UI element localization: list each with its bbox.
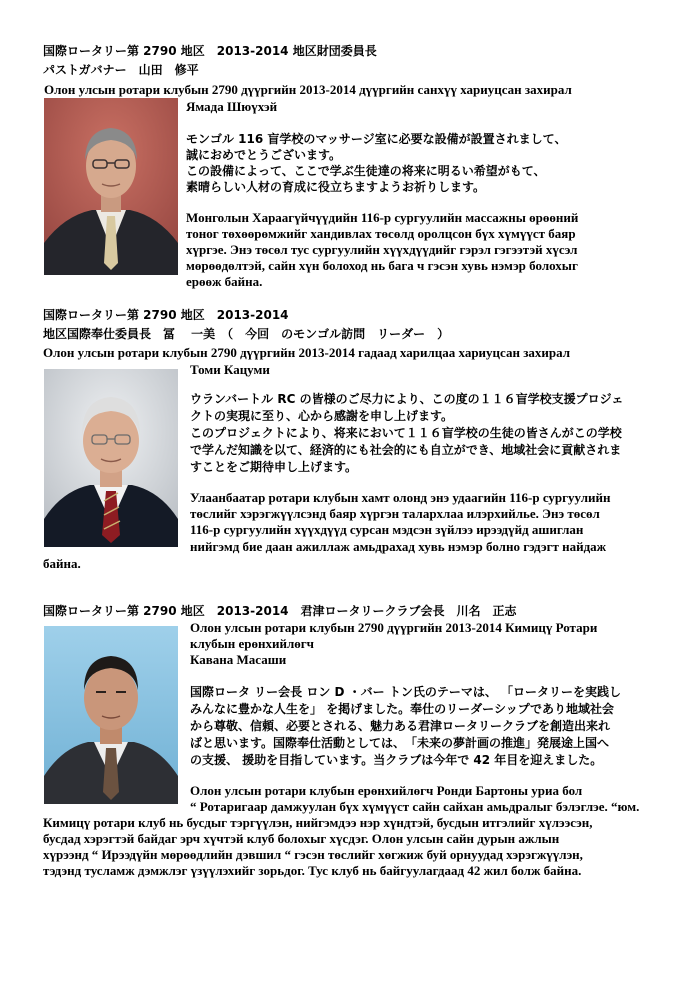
section1-jp-line: 誠におめでとうございます。 [186, 148, 342, 162]
section1-mn-line: мөрөөдөлтэй, сайн хүн болоход нь бага ч гэсэн хувь нэмэр болохыг [186, 258, 578, 273]
section3-jp-line: の支援、 援助を目指しています。当クラブは今年で 42 年目を迎えました。 [190, 753, 603, 767]
section3-title-mn: Олон улсын ротари клубын 2790 дүүргийн 2013-2014 Кимицү Ротари [190, 620, 598, 635]
section3-jp-line: ばと思います。国際奉仕活動としては、 「未来の夢計画の推進」発展途上国へ [190, 736, 610, 750]
section1-heading: 国際ロータリー第 2790 地区 2013-2014 地区財団委員長 [43, 44, 377, 58]
section2-jp-line: で学んだ知識を以て、経済的にも社会的にも自立ができ、地域社会に貢献されま [190, 443, 622, 457]
section2-jp-line: ウランバートル RC の皆様のご尽力により、この度の１１６盲学校支援プロジェ [190, 392, 624, 406]
section2-mn-tail: байна. [43, 556, 81, 571]
section1-jp-line: この設備によって、ここで学ぶ生徒達の将来に明るい希望がもて、 [186, 164, 546, 178]
section2-name-mn: Томи Кацуми [190, 362, 270, 377]
section1-jp-line: 素晴らしい人材の育成に役立ちますようお祈りします。 [186, 180, 486, 194]
section3-jp-line: 国際ロータ リー会長 ロン D ・バー トン氏のテーマは、 「ロータリーを実践し [190, 685, 622, 699]
section3-jp-line: みんなに豊かな人生を」 を掲げました。奉仕のリーダーシップであり地域社会 [190, 702, 615, 716]
section2-mn-line: Улаанбаатар ротари клубын хамт олонд энэ удаагийн 116-р сургуулийн [190, 490, 611, 505]
section1-title-mn: Олон улсын ротари клубын 2790 дүүргийн 2013-2014 дүүргийн санхүү хариуцсан захирал [44, 82, 572, 97]
section1-mn-line: Монголын Хараагүйчүүдийн 116-р сургуулийн массажны өрөөний [186, 210, 579, 225]
section3-mn-line: Олон улсын ротари клубын ерөнхийлөгч Ронди Бартоны уриа бол [190, 783, 583, 798]
section1-mn-line: хүргэе. Энэ төсөл тус сургуулийн хүүхдүүдийг гэрэл гэгээтэй хүсэл [186, 242, 578, 257]
section3-mn-line: хүрээнд “ Ирээдүйн мөрөөдлийн дэвшил “ гэсэн төслийг хөгжиж буй орнуудад хэрэгжүүлэн, [43, 847, 583, 862]
section2-mn-line: 116-р сургуулийн хүүхдүүд сурсан мэдсэн зүйлээ ирээдүйд ашиглан [190, 522, 584, 537]
section3-mn-line: “ Ротаригаар дамжуулан бүх хүмүүст сайн сайхан амьдралыг бэлэглэе. “юм. [190, 799, 640, 814]
section3-title-mn: клубын ерөнхийлөгч [190, 636, 315, 651]
portrait-photo-kawana [44, 626, 178, 804]
section1-jp-line: モンゴル 116 盲学校のマッサージ室に必要な設備が設置されまして、 [186, 132, 567, 146]
section1-mn-line: тоног төхөөрөмжийг хандивлах төсөлд оролцсон бүх хүмүүст баяр [186, 226, 576, 241]
section2-jp-line: すことをご期待申し上げます。 [190, 460, 358, 474]
section2-name-jp: 地区国際奉仕委員長 冨 一美 （ 今回 のモンゴル訪問 リーダー ） [43, 327, 450, 341]
section1-name-jp: パストガバナー 山田 修平 [43, 63, 199, 77]
section3-mn-line: Кимицү ротари клуб нь бусдыг тэргүүлэн, нийгэмдээ нэр хүндтэй, бусдын итгэлийг хүлээсэн, [43, 815, 593, 830]
section2-title-mn: Олон улсын ротари клубын 2790 дүүргийн 2013-2014 гадаад харилцаа хариуцсан захирал [43, 345, 571, 360]
section3-heading: 国際ロータリー第 2790 地区 2013-2014 君津ロータリークラブ会長 川名 正志 [43, 604, 517, 618]
section3-name-mn: Кавана Масаши [190, 652, 287, 667]
section3-mn-line: бусдад хэрэгтэй байдаг эрч хүчтэй клуб болохыг хүсдэг. Олон улсын сайн дурын ажлын [43, 831, 560, 846]
portrait-photo-tomi [44, 369, 178, 547]
section1-mn-line: ерөөж байна. [186, 274, 263, 289]
section2-jp-line: クトの実現に至り、心から感謝を申し上げます。 [190, 409, 454, 423]
section2-mn-line: нийгэмд бие даан ажиллаж амьдрахад хувь нэмэр болно гэдэгт найдаж [190, 539, 607, 554]
section2-mn-line: төслийг хэрэгжүүлсэнд баяр хүргэн талархлаа илэрхийлье. Энэ төсөл [190, 506, 600, 521]
section3-mn-line: тэдэнд тусламж дэмжлэг үзүүлэхийг зорьдог. Тус клуб нь байгуулагдаад 42 жил болж байна. [43, 863, 582, 878]
section1-name-mn: Ямада Шюүхэй [186, 99, 278, 114]
section3-jp-line: から尊敬、信頼、必要とされる、魅力ある君津ロータリークラブを創造出来れ [190, 719, 611, 733]
portrait-photo-yamada [44, 98, 178, 275]
section2-jp-line: このプロジェクトにより、将来において１１６盲学校の生徒の皆さんがこの学校 [190, 426, 622, 440]
section2-heading: 国際ロータリー第 2790 地区 2013-2014 [43, 308, 289, 322]
